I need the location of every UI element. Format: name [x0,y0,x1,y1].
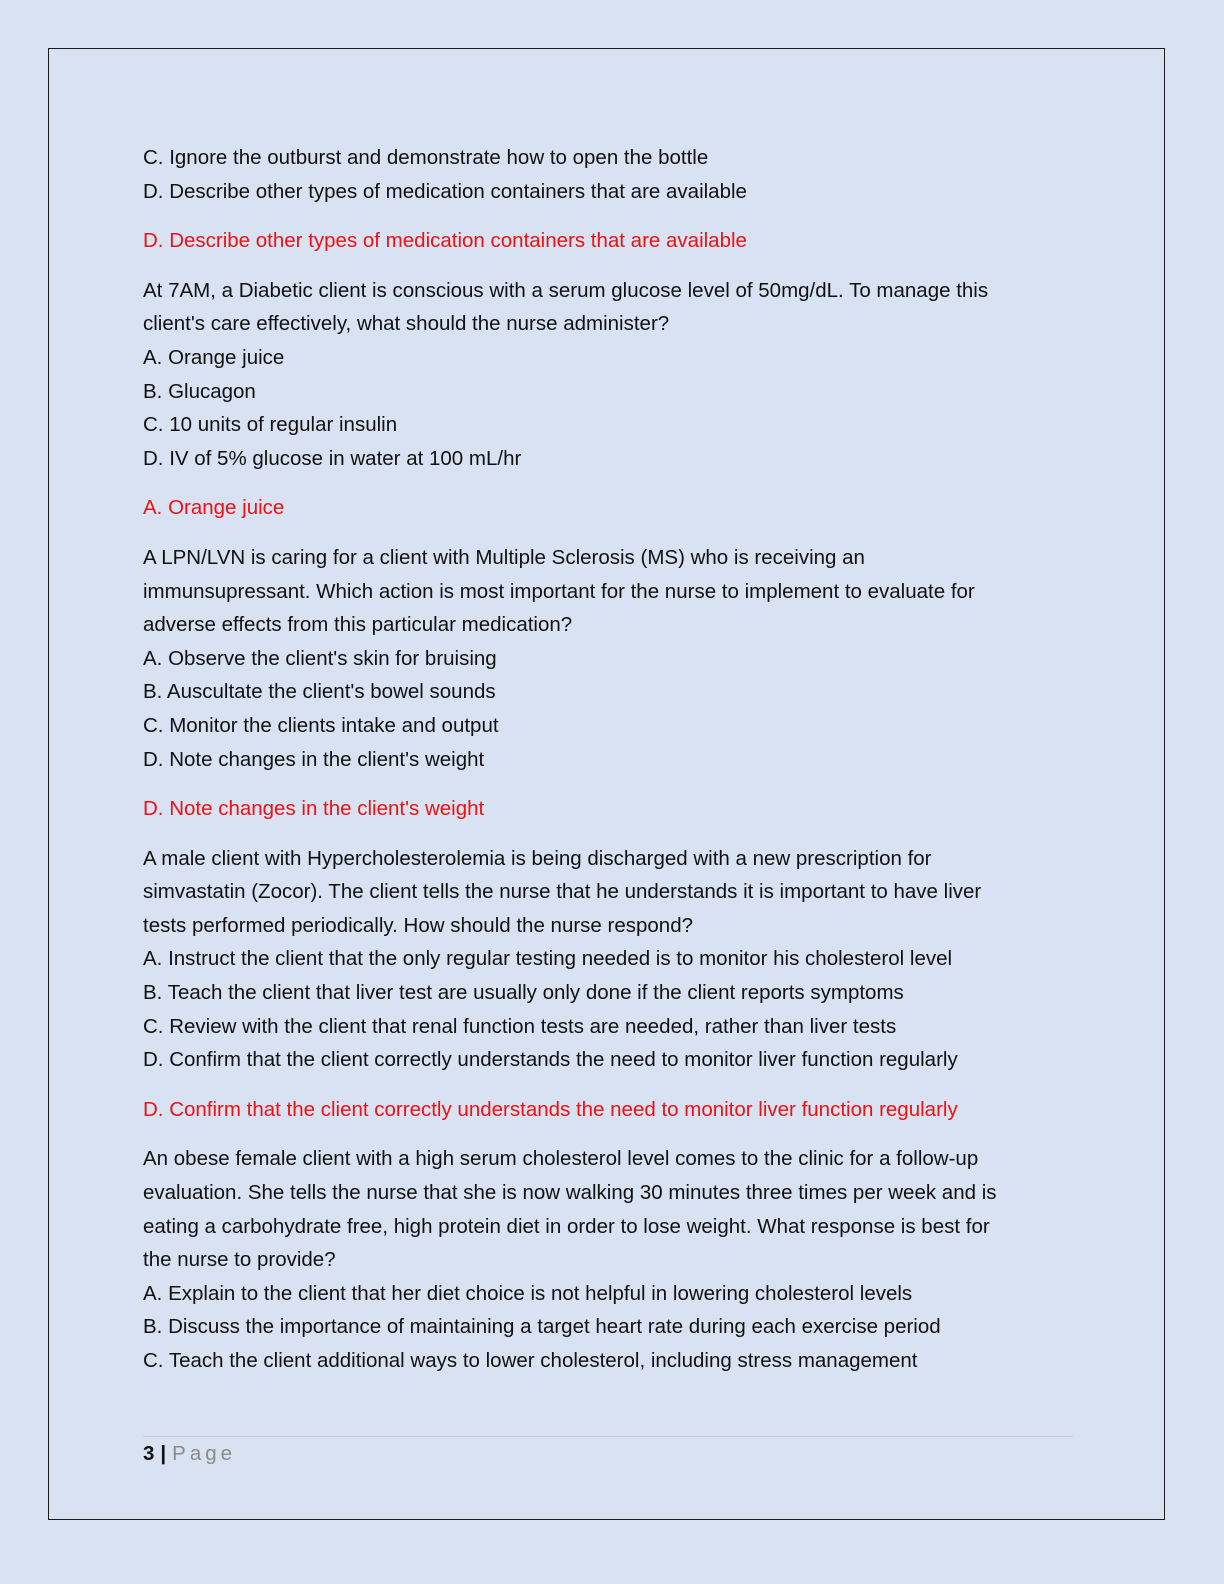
option-text: C. 10 units of regular insulin [143,413,398,437]
option-text: C. Monitor the clients intake and output [143,713,499,737]
answer-text: A. Orange juice [143,496,285,520]
question-stem-line: the nurse to provide? [143,1248,336,1272]
option-text: C. Teach the client additional ways to lower cholesterol, including stress management [143,1349,918,1372]
footer-separator: | [160,1442,167,1465]
answer-text: D. Describe other types of medication containers that are available [143,229,747,253]
option-text: A. Explain to the client that her diet choice is not helpful in lowering cholesterol levels [143,1281,913,1305]
option-text: D. Describe other types of medication containers that are available [143,179,747,203]
question-block [143,842,1063,1077]
question-block [143,274,1063,476]
option-text: A. Instruct the client that the only regular testing needed is to monitor his cholesterol level [143,947,953,971]
question-stem-line: adverse effects from this particular medication? [143,613,573,637]
question-stem-line: tests performed periodically. How should the nurse respond? [143,913,693,937]
page-footer [143,1440,236,1468]
option-text: D. Note changes in the client's weight [143,747,485,771]
question-stem-line: An obese female client with a high serum cholesterol level comes to the clinic for a follow-up [143,1147,979,1171]
question-stem-line: eating a carbohydrate free, high protein diet in order to lose weight. What response is best for [143,1214,990,1238]
question-block [143,541,1063,776]
page-number: 3 [143,1442,155,1465]
option-text: A. Observe the client's skin for bruising [143,646,497,670]
question-stem-line: evaluation. She tells the nurse that she is now walking 30 minutes three times per week and is [143,1181,997,1205]
question-stem-line: immunsupressant. Which action is most important for the nurse to implement to evaluate for [143,579,975,603]
option-text: D. IV of 5% glucose in water at 100 mL/hr [143,446,522,470]
question-stem-line: A male client with Hypercholesterolemia is being discharged with a new prescription for [143,846,932,870]
option-text: C. Ignore the outburst and demonstrate how to open the bottle [143,146,709,169]
option-text: B. Glucagon [143,379,256,403]
previous-question-options [143,141,1063,208]
option-text: B. Teach the client that liver test are usually only done if the client reports symptoms [143,981,904,1005]
option-text: B. Discuss the importance of maintaining a target heart rate during each exercise period [143,1315,941,1339]
answer-text: D. Confirm that the client correctly understands the need to monitor liver function regularly [143,1097,958,1121]
page-label: Page [172,1442,237,1465]
question-stem-line: simvastatin (Zocor). The client tells the nurse that he understands it is important to have liver [143,880,982,904]
option-text: C. Review with the client that renal function tests are needed, rather than liver tests [143,1014,897,1038]
question-stem-line: A LPN/LVN is caring for a client with Multiple Sclerosis (MS) who is receiving an [143,545,865,569]
answer-text: D. Note changes in the client's weight [143,797,485,821]
option-text: D. Confirm that the client correctly understands the need to monitor liver function regularly [143,1048,958,1072]
option-text: B. Auscultate the client's bowel sounds [143,680,496,704]
footer-divider [143,1436,1073,1437]
option-text: A. Orange juice [143,345,285,369]
page-content [143,141,1063,1378]
question-stem-line: client's care effectively, what should the nurse administer? [143,312,670,336]
question-stem-line: At 7AM, a Diabetic client is conscious with a serum glucose level of 50mg/dL. To manage this [143,278,989,302]
question-block [143,1142,1063,1377]
